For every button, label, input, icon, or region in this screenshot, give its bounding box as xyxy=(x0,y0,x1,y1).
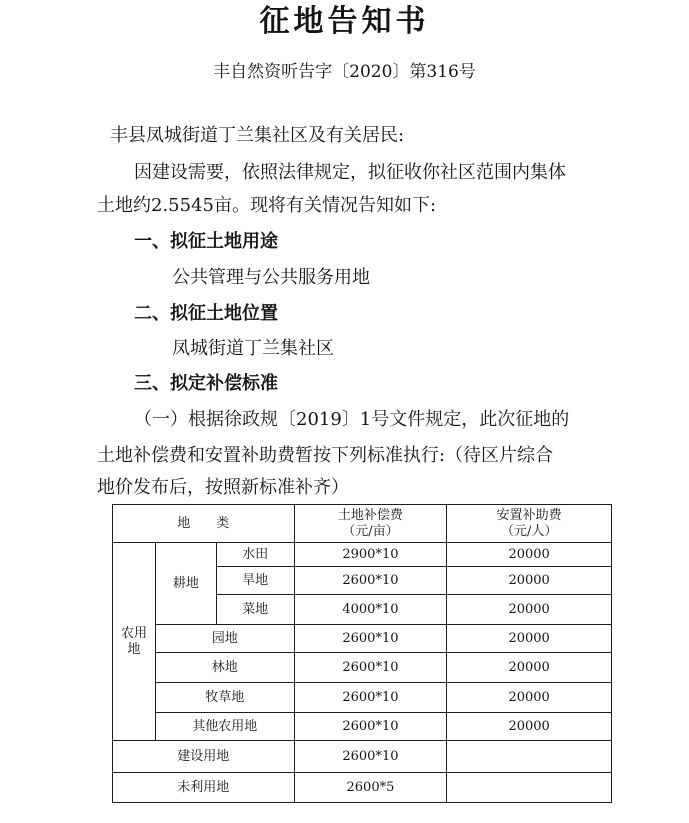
row-resettle: 20000 xyxy=(447,595,612,625)
row-resettle: 20000 xyxy=(447,653,612,683)
table-header-row xyxy=(113,505,612,543)
row-name: 未利用地 xyxy=(113,773,295,803)
agricultural-land-label: 农用 地 xyxy=(113,543,156,741)
section-1-heading: 一、拟征土地用途 xyxy=(134,231,278,252)
row-resettle: 20000 xyxy=(447,683,612,713)
section-3-line-1: （一）根据徐政规〔2019〕1号文件规定，此次征地的 xyxy=(134,409,570,430)
row-name: 其他农用地 xyxy=(155,713,294,741)
table-row xyxy=(113,683,612,713)
section-2-heading: 二、拟征土地位置 xyxy=(134,303,278,324)
row-name: 牧草地 xyxy=(155,683,294,713)
row-land-comp: 2600*5 xyxy=(294,773,447,803)
header-resettlement-subsidy: 安置补助费 （元/人） xyxy=(447,505,612,543)
row-name: 林地 xyxy=(155,653,294,683)
intro-line-2: 土地约2.5545亩。现将有关情况告知如下: xyxy=(97,195,437,216)
document-title: 征地告知书 xyxy=(259,4,430,39)
row-land-comp: 2600*10 xyxy=(294,683,447,713)
row-resettle: 20000 xyxy=(447,567,612,595)
row-name: 建设用地 xyxy=(113,741,295,773)
table-row xyxy=(113,625,612,653)
header-land-compensation: 土地补偿费 （元/亩） xyxy=(294,505,447,543)
row-name: 水田 xyxy=(216,543,294,567)
table-row xyxy=(113,713,612,741)
arable-land-label: 耕地 xyxy=(155,543,216,625)
row-land-comp: 2600*10 xyxy=(294,713,447,741)
section-3-heading: 三、拟定补偿标准 xyxy=(134,373,278,394)
row-resettle xyxy=(447,773,612,803)
row-name: 园地 xyxy=(155,625,294,653)
row-resettle: 20000 xyxy=(447,543,612,567)
row-land-comp: 4000*10 xyxy=(294,595,447,625)
row-land-comp: 2600*10 xyxy=(294,567,447,595)
intro-line-1: 因建设需要，依照法律规定，拟征收你社区范围内集体 xyxy=(134,162,566,183)
compensation-table xyxy=(112,504,612,803)
row-land-comp: 2600*10 xyxy=(294,625,447,653)
header-land-type: 地 类 xyxy=(113,505,295,543)
row-resettle xyxy=(447,741,612,773)
row-land-comp: 2600*10 xyxy=(294,741,447,773)
section-3-line-2: 土地补偿费和安置补助费暂按下列标准执行:（待区片综合 xyxy=(97,445,554,466)
section-3-line-3: 地价发布后，按照新标准补齐） xyxy=(97,477,349,498)
row-resettle: 20000 xyxy=(447,625,612,653)
section-2-body: 凤城街道丁兰集社区 xyxy=(172,338,334,359)
row-land-comp: 2900*10 xyxy=(294,543,447,567)
table-row xyxy=(113,543,612,567)
document-number: 丰自然资听告字〔2020〕第316号 xyxy=(213,62,476,82)
row-land-comp: 2600*10 xyxy=(294,653,447,683)
table-row xyxy=(113,741,612,773)
addressee: 丰县凤城街道丁兰集社区及有关居民: xyxy=(110,125,405,146)
row-name: 旱地 xyxy=(216,567,294,595)
row-name: 菜地 xyxy=(216,595,294,625)
table-row xyxy=(113,653,612,683)
section-1-body: 公共管理与公共服务用地 xyxy=(172,267,370,288)
row-resettle: 20000 xyxy=(447,713,612,741)
table-row xyxy=(113,773,612,803)
